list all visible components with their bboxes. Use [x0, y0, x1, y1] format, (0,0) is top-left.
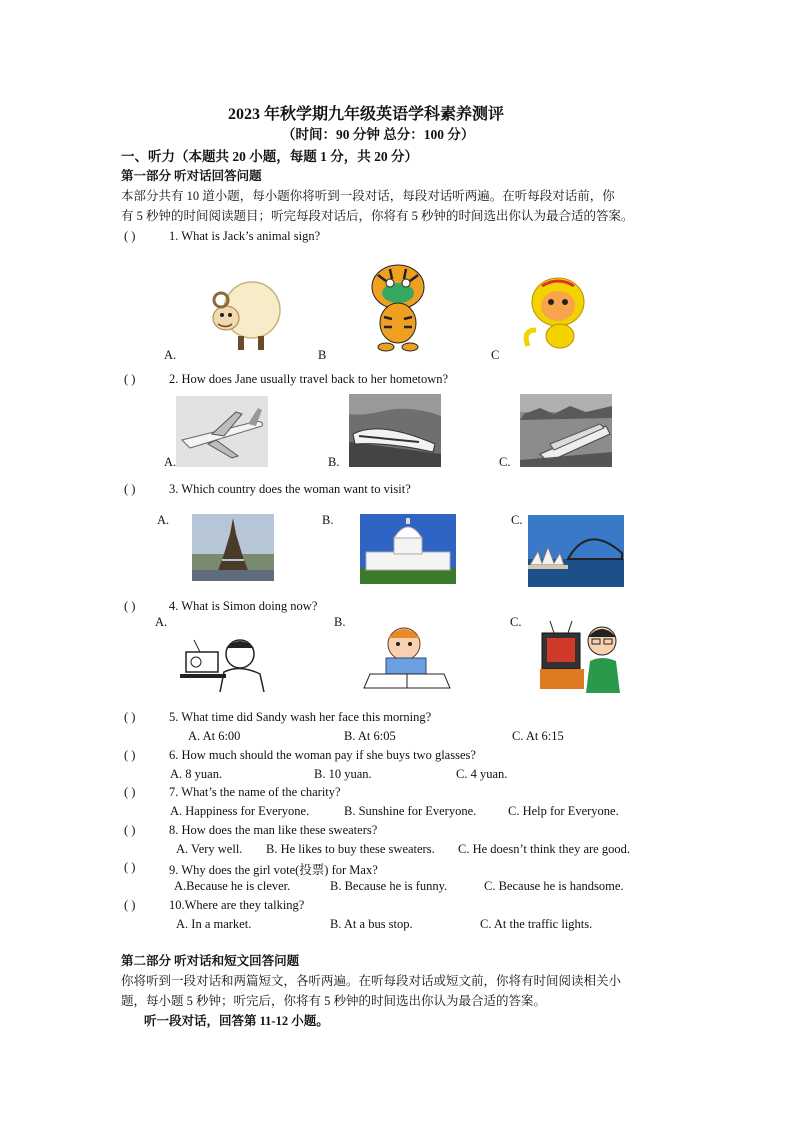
option-b[interactable]: B. — [322, 513, 334, 527]
answer-blank[interactable]: ( ) — [124, 898, 136, 912]
option-b[interactable]: B. At 6:05 — [344, 729, 396, 743]
watching-tv-cartoon[interactable] — [540, 617, 626, 693]
option-c[interactable]: C. At 6:15 — [512, 729, 564, 743]
option-c[interactable]: C. — [510, 615, 522, 629]
option-c[interactable]: C. Because he is handsome. — [484, 879, 624, 893]
option-b[interactable]: B. Because he is funny. — [330, 879, 448, 893]
option-a[interactable]: A. — [155, 615, 168, 629]
question-text: 9. Why does the girl vote(投票) for Max? — [169, 863, 378, 877]
option-a[interactable]: A. Happiness for Everyone. — [170, 804, 310, 818]
option-c[interactable]: C. 4 yuan. — [456, 767, 508, 781]
listening-radio-cartoon[interactable] — [180, 634, 266, 692]
option-c[interactable]: C. — [511, 513, 523, 527]
option-a[interactable]: A. In a market. — [176, 917, 252, 931]
part2-instructions: 你将听到一段对话和两篇短文，各听两遍。在听每段对话或短文前，你将有时间阅读相关小 — [121, 974, 622, 988]
option-b[interactable]: B. Sunshine for Everyone. — [344, 804, 477, 818]
answer-blank[interactable]: ( ) — [124, 710, 136, 724]
part1-title: 第一部分 听对话回答问题 — [121, 169, 262, 183]
option-a[interactable]: A. Very well. — [176, 842, 243, 856]
train-photo[interactable] — [349, 394, 441, 467]
eiffel-tower-photo[interactable] — [192, 514, 274, 581]
question-text: 6. How much should the woman pay if she buys two glasses? — [169, 748, 476, 762]
question-text: 4. What is Simon doing now? — [169, 599, 318, 613]
option-b[interactable]: B. At a bus stop. — [330, 917, 413, 931]
answer-blank[interactable]: ( ) — [124, 599, 136, 613]
question-text: 5. What time did Sandy wash her face this morning? — [169, 710, 432, 724]
part1-instructions: 本部分共有 10 道小题，每小题你将听到一段对话，每段对话听两遍。在听每段对话前，你 — [121, 189, 615, 203]
sheep-cartoon[interactable] — [208, 274, 282, 354]
question-text: 7. What’s the name of the charity? — [169, 785, 341, 799]
option-b[interactable]: B. — [328, 455, 340, 469]
option-a[interactable]: A. 8 yuan. — [170, 767, 223, 781]
answer-blank[interactable]: ( ) — [124, 372, 136, 386]
answer-blank[interactable]: ( ) — [124, 229, 136, 243]
option-b[interactable]: B. He likes to buy these sweaters. — [266, 842, 435, 856]
option-c[interactable]: C. At the traffic lights. — [480, 917, 593, 931]
option-b[interactable]: B — [318, 348, 327, 362]
sydney-opera-house-photo[interactable] — [528, 515, 624, 587]
option-a[interactable]: A. At 6:00 — [188, 729, 241, 743]
section-heading: 一、听力（本题共 20 小题，每题 1 分，共 20 分） — [121, 149, 418, 164]
option-b[interactable]: B. — [334, 615, 346, 629]
part1-instructions: 有 5 秒钟的时间阅读题目；听完每段对话后，你将有 5 秒钟的时间选出你认为最合适的答案。 — [121, 209, 634, 223]
option-b[interactable]: B. 10 yuan. — [314, 767, 372, 781]
option-c[interactable]: C. He doesn’t think they are good. — [458, 842, 630, 856]
reading-book-cartoon[interactable] — [360, 620, 454, 692]
option-c[interactable]: C. — [499, 455, 511, 469]
question-text: 10.Where are they talking? — [169, 898, 305, 912]
option-a[interactable]: A.Because he is clever. — [174, 879, 291, 893]
ship-photo[interactable] — [520, 394, 612, 467]
airplane-photo[interactable] — [176, 396, 268, 467]
answer-blank[interactable]: ( ) — [124, 748, 136, 762]
part2-instructions: 题，每小题 5 秒钟；听完后，你将有 5 秒钟的时间选出你认为最合适的答案。 — [121, 994, 547, 1008]
option-a[interactable]: A. — [164, 455, 177, 469]
tiger-cartoon[interactable] — [360, 261, 436, 353]
page-subtitle: （时间：90 分钟 总分：100 分） — [282, 127, 475, 142]
question-text: 8. How does the man like these sweaters? — [169, 823, 378, 837]
capitol-building-photo[interactable] — [360, 514, 456, 584]
question-text: 3. Which country does the woman want to visit? — [169, 482, 411, 496]
option-c[interactable]: C — [491, 348, 500, 362]
question-text: 2. How does Jane usually travel back to her hometown? — [169, 372, 449, 386]
answer-blank[interactable]: ( ) — [124, 482, 136, 496]
option-a[interactable]: A. — [164, 348, 177, 362]
answer-blank[interactable]: ( ) — [124, 823, 136, 837]
page-title: 2023 年秋学期九年级英语学科素养测评 — [228, 106, 505, 123]
part2-prompt: 听一段对话，回答第 11-12 小题。 — [144, 1014, 329, 1028]
part2-title: 第二部分 听对话和短文回答问题 — [121, 954, 300, 968]
option-c[interactable]: C. Help for Everyone. — [508, 804, 619, 818]
question-text: 1. What is Jack’s animal sign? — [169, 229, 321, 243]
answer-blank[interactable]: ( ) — [124, 785, 136, 799]
monkey-cartoon[interactable] — [520, 274, 596, 352]
answer-blank[interactable]: ( ) — [124, 860, 136, 874]
option-a[interactable]: A. — [157, 513, 170, 527]
